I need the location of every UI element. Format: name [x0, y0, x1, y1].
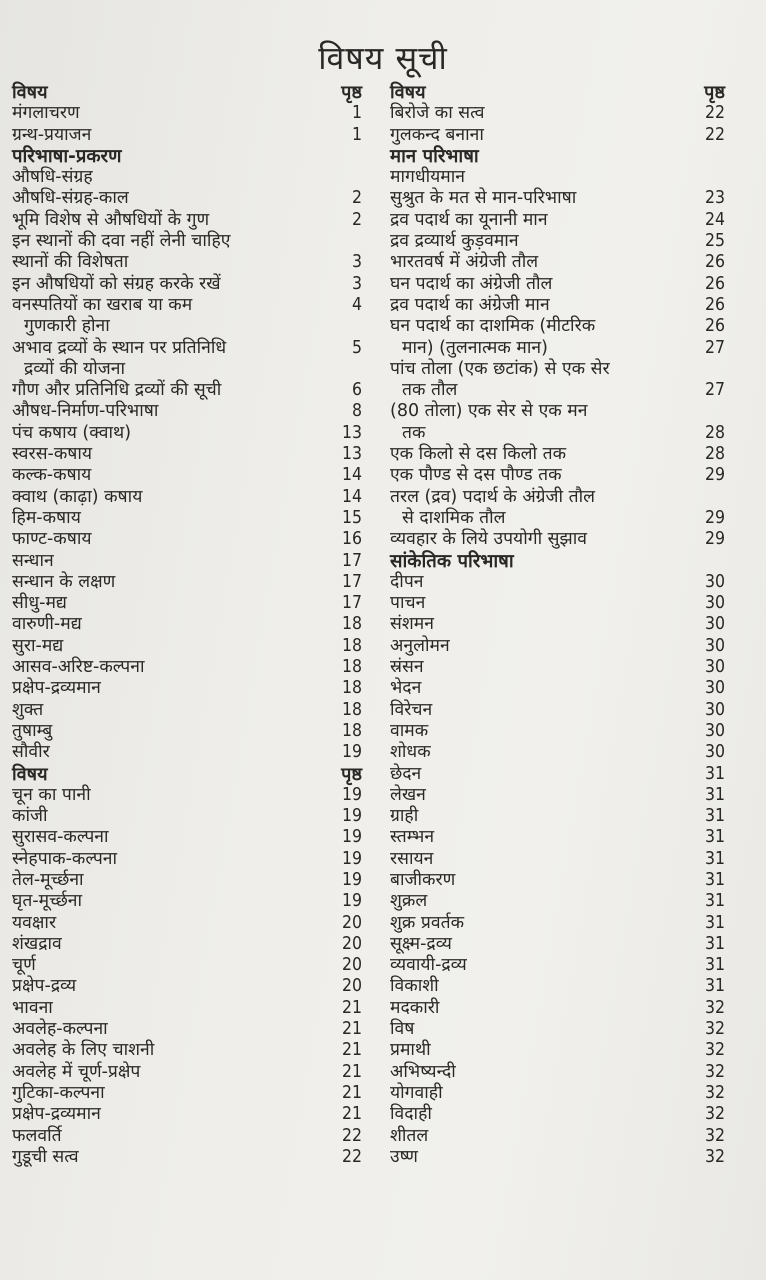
toc-entry	[390, 657, 725, 678]
toc-entry-page: 31	[704, 806, 725, 827]
toc-entry-page: 31	[704, 763, 725, 784]
toc-entry-page: 16	[341, 529, 362, 550]
toc-entry-page: 17	[341, 550, 362, 571]
toc-entry	[390, 1104, 725, 1125]
toc-entry-title: शीतल	[390, 1125, 429, 1146]
toc-entry-page: 2	[351, 188, 362, 209]
toc-entry-page: 2	[351, 209, 362, 230]
toc-entry-title: मंगलाचरण	[12, 103, 80, 124]
toc-entry-title: अवलेह के लिए चाशनी	[12, 1040, 155, 1061]
toc-entry	[12, 1062, 362, 1083]
toc-entry-page: 29	[704, 507, 725, 528]
toc-entry-page: 30	[704, 614, 725, 635]
toc-entry-title: ग्राही	[390, 806, 419, 827]
toc-entry-title: यवक्षार	[12, 912, 57, 933]
toc-entry-page: 32	[704, 997, 725, 1018]
toc-entry-page: पृष्ठ	[341, 763, 362, 785]
toc-entry-title: अभिष्यन्दी	[390, 1061, 456, 1082]
toc-header-row	[390, 82, 725, 103]
toc-entry-page: 26	[704, 273, 725, 294]
toc-entry-page: 6	[351, 380, 362, 401]
toc-entry-page: 5	[351, 337, 362, 358]
toc-entry-title: अवलेह-कल्पना	[12, 1019, 108, 1040]
toc-entry-title: मागधीयमान	[390, 167, 466, 188]
toc-entry-page: 19	[341, 784, 362, 805]
toc-entry-page: 27	[704, 337, 725, 358]
toc-entry	[12, 593, 362, 614]
toc-entry-page: 28	[704, 422, 725, 443]
toc-entry-title: चूर्ण	[12, 955, 36, 976]
toc-entry	[12, 508, 362, 529]
toc-entry	[390, 1126, 725, 1147]
toc-entry-title: सुरा-मद्य	[12, 635, 64, 656]
toc-entry-page: पृष्ठ	[704, 82, 725, 103]
toc-entry-page: 32	[704, 1104, 725, 1125]
toc-entry-title: व्यवायी-द्रव्य	[390, 955, 467, 976]
toc-entry	[390, 125, 725, 146]
toc-entry-title: तरल (द्रव) पदार्थ के अंग्रेजी तौल	[390, 486, 596, 507]
toc-entry	[390, 231, 725, 252]
toc-entry	[390, 1147, 725, 1168]
toc-entry-page: 1	[351, 103, 362, 124]
toc-entry-title: एक किलो से दस किलो तक	[390, 444, 567, 465]
toc-entry-page: 18	[341, 720, 362, 741]
toc-entry-page: 31	[704, 827, 725, 848]
toc-entry	[12, 103, 362, 124]
toc-entry-page: 30	[704, 742, 725, 763]
toc-entry-title: एक पौण्ड से दस पौण्ड तक	[390, 465, 562, 486]
toc-entry-title: गौण और प्रतिनिधि द्रव्यों की सूची	[12, 380, 222, 401]
toc-entry	[12, 167, 362, 188]
toc-entry	[12, 742, 362, 763]
toc-entry-page: 30	[704, 657, 725, 678]
toc-entry-title: कल्क-कषाय	[12, 465, 92, 486]
toc-entry	[12, 529, 362, 550]
toc-entry	[12, 359, 362, 380]
toc-entry-page: 18	[341, 699, 362, 720]
toc-entry-title: शुक्त	[12, 699, 44, 720]
toc-entry-title: तेल-मूर्च्छना	[12, 869, 84, 890]
toc-entry-page: 31	[704, 912, 725, 933]
toc-entry-title: मान परिभाषा	[390, 145, 479, 167]
toc-entry-page: 1	[351, 124, 362, 145]
toc-entry-page: 30	[704, 635, 725, 656]
toc-entry-page: 20	[341, 933, 362, 954]
toc-entry-title: अनुलोमन	[390, 635, 450, 656]
toc-entry	[12, 657, 362, 678]
toc-entry	[12, 614, 362, 635]
toc-entry-page: पृष्ठ	[341, 82, 362, 103]
page-title: विषय सूची	[318, 39, 448, 77]
toc-entry	[390, 274, 725, 295]
toc-entry-title: बाजीकरण	[390, 869, 456, 890]
toc-entry-title: मदकारी	[390, 997, 440, 1018]
toc-entry-title: संशमन	[390, 614, 434, 635]
toc-entry	[390, 103, 725, 124]
toc-entry-title: भूमि विशेष से औषधियों के गुण	[12, 209, 210, 230]
toc-entry	[390, 316, 725, 337]
toc-entry-title: इन स्थानों की दवा नहीं लेनी चाहिए	[12, 231, 231, 252]
toc-entry-page: 27	[704, 380, 725, 401]
toc-entry-title: गुडूची सत्व	[12, 1146, 79, 1167]
toc-entry	[12, 891, 362, 912]
toc-entry	[12, 444, 362, 465]
toc-entry-page: 18	[341, 614, 362, 635]
toc-entry-page: 26	[704, 316, 725, 337]
toc-entry	[12, 870, 362, 891]
toc-entry-title: विदाही	[390, 1104, 432, 1125]
toc-entry	[12, 913, 362, 934]
toc-entry-title: परिभाषा-प्रकरण	[12, 145, 122, 167]
toc-entry	[12, 827, 362, 848]
toc-entry	[390, 401, 725, 422]
toc-entry	[12, 976, 362, 997]
toc-entry-title: स्वरस-कषाय	[12, 444, 93, 465]
toc-entry	[390, 1083, 725, 1104]
toc-entry	[12, 252, 362, 273]
toc-entry	[12, 338, 362, 359]
toc-entry-page: 30	[704, 678, 725, 699]
toc-entry-title: सांकेतिक परिभाषा	[390, 550, 514, 572]
toc-entry-title: स्तम्भन	[390, 827, 435, 848]
toc-entry-title: घन पदार्थ का अंग्रेजी तौल	[390, 273, 553, 294]
toc-entry-title: हिम-कषाय	[12, 507, 81, 528]
toc-entry-title: वारुणी-मद्य	[12, 614, 82, 635]
toc-entry	[390, 210, 725, 231]
toc-entry-title: इन औषधियों को संग्रह करके रखें	[12, 273, 221, 294]
toc-entry-title: तुषाम्बु	[12, 720, 53, 741]
toc-entry-title: गुणकारी होना	[24, 316, 110, 337]
toc-entry-page: 23	[704, 188, 725, 209]
toc-entry-page: 21	[341, 1040, 362, 1061]
toc-entry	[12, 849, 362, 870]
toc-entry	[390, 870, 725, 891]
toc-entry	[12, 231, 362, 252]
toc-entry-title: बिरोजे का सत्व	[390, 103, 485, 124]
toc-entry	[390, 572, 725, 593]
toc-entry	[390, 934, 725, 955]
toc-column-left	[12, 82, 362, 1168]
toc-entry	[12, 934, 362, 955]
toc-entry	[390, 593, 725, 614]
toc-entry	[12, 465, 362, 486]
toc-entry	[12, 188, 362, 209]
toc-entry-title: सौवीर	[12, 742, 50, 763]
toc-entry-title: विषय	[12, 82, 48, 103]
toc-entry-title: तक तौल	[402, 380, 458, 401]
toc-entry	[12, 678, 362, 699]
toc-entry-page: 13	[341, 422, 362, 443]
toc-entry-title: विषय	[12, 763, 48, 785]
toc-entry-title: प्रक्षेप-द्रव्यमान	[12, 678, 101, 699]
toc-entry-title: सीधु-मद्य	[12, 593, 67, 614]
toc-entry-page: 31	[704, 955, 725, 976]
toc-entry	[390, 721, 725, 742]
toc-entry-title: वनस्पतियों का खराब या कम	[12, 294, 193, 315]
toc-entry-page: 31	[704, 848, 725, 869]
toc-entry-title: स्थानों की विशेषता	[12, 252, 129, 273]
toc-entry-page: 18	[341, 635, 362, 656]
toc-entry	[390, 167, 725, 188]
toc-entry-page: 21	[341, 1104, 362, 1125]
toc-entry-page: 18	[341, 678, 362, 699]
toc-entry	[390, 636, 725, 657]
toc-entry-title: छेदन	[390, 763, 422, 784]
toc-entry-title: वामक	[390, 720, 429, 741]
toc-section-heading	[12, 146, 362, 167]
toc-entry	[390, 188, 725, 209]
toc-entry-title: द्रव पदार्थ का यूनानी मान	[390, 209, 548, 230]
toc-entry-page: 3	[351, 273, 362, 294]
toc-entry-page: 31	[704, 976, 725, 997]
toc-entry	[12, 380, 362, 401]
toc-entry-title: से दाशमिक तौल	[402, 507, 506, 528]
toc-entry	[390, 955, 725, 976]
toc-entry	[390, 976, 725, 997]
toc-entry	[12, 551, 362, 572]
toc-entry-title: सूक्ष्म-द्रव्य	[390, 933, 452, 954]
toc-entry-title: व्यवहार के लिये उपयोगी सुझाव	[390, 529, 588, 550]
toc-entry-page: 25	[704, 231, 725, 252]
toc-entry	[390, 678, 725, 699]
toc-entry	[390, 742, 725, 763]
toc-entry-title: प्रक्षेप-द्रव्य	[12, 976, 77, 997]
toc-entry-title: सन्धान के लक्षण	[12, 571, 116, 592]
toc-entry-page: 3	[351, 252, 362, 273]
toc-entry	[12, 636, 362, 657]
toc-entry	[390, 827, 725, 848]
toc-entry-page: 30	[704, 720, 725, 741]
toc-entry	[12, 487, 362, 508]
toc-column-right	[390, 82, 725, 1168]
toc-entry	[390, 423, 725, 444]
toc-entry-page: 20	[341, 912, 362, 933]
toc-entry	[390, 1062, 725, 1083]
toc-entry-title: ग्रन्थ-प्रयाजन	[12, 124, 92, 145]
toc-entry-page: 22	[341, 1146, 362, 1167]
toc-entry-title: विष	[390, 1019, 415, 1040]
toc-entry-title: औषधि-संग्रह	[12, 167, 93, 188]
toc-entry-page: 15	[341, 507, 362, 528]
toc-entry-page: 21	[341, 1082, 362, 1103]
toc-entry-page: 29	[704, 465, 725, 486]
toc-entry	[390, 380, 725, 401]
toc-entry	[390, 1019, 725, 1040]
toc-header-row	[12, 764, 362, 785]
toc-entry	[390, 359, 725, 380]
toc-entry-page: 19	[341, 891, 362, 912]
toc-entry-title: भावना	[12, 997, 53, 1018]
toc-entry-page: 19	[341, 848, 362, 869]
toc-entry-page: 32	[704, 1125, 725, 1146]
toc-entry-title: द्रव द्रव्यार्थ कुड़वमान	[390, 231, 519, 252]
toc-entry	[12, 1040, 362, 1061]
toc-entry	[12, 572, 362, 593]
toc-entry-title: पंच कषाय (क्वाथ)	[12, 422, 132, 443]
toc-entry-page: 21	[341, 1019, 362, 1040]
toc-entry	[12, 1126, 362, 1147]
toc-entry-page: 17	[341, 593, 362, 614]
toc-entry-title: क्वाथ (काढ़ा) कषाय	[12, 486, 143, 507]
toc-entry-title: विकाशी	[390, 976, 439, 997]
toc-entry-title: चून का पानी	[12, 784, 91, 805]
toc-entry	[12, 806, 362, 827]
toc-entry-page: 32	[704, 1082, 725, 1103]
toc-entry-page: 20	[341, 955, 362, 976]
toc-entry	[12, 274, 362, 295]
toc-entry-title: अभाव द्रव्यों के स्थान पर प्रतिनिधि	[12, 337, 227, 358]
toc-entry-title: दीपन	[390, 571, 424, 592]
toc-entry-title: विरेचन	[390, 699, 433, 720]
toc-section-heading	[390, 146, 725, 167]
toc-entry-page: 21	[341, 1061, 362, 1082]
toc-entry	[390, 295, 725, 316]
toc-entry	[390, 487, 725, 508]
toc-entry	[390, 700, 725, 721]
toc-entry-title: भारतवर्ष में अंग्रेजी तौल	[390, 252, 539, 273]
toc-entry-title: विषय	[390, 82, 426, 103]
toc-entry-page: 19	[341, 806, 362, 827]
toc-entry-page: 22	[341, 1125, 362, 1146]
toc-entry-page: 19	[341, 742, 362, 763]
toc-entry-title: शंखद्राव	[12, 933, 62, 954]
toc-entry	[390, 849, 725, 870]
toc-entry-page: 29	[704, 529, 725, 550]
toc-entry-page: 18	[341, 657, 362, 678]
toc-entry	[12, 1104, 362, 1125]
toc-entry	[390, 764, 725, 785]
toc-entry-page: 28	[704, 444, 725, 465]
toc-entry-page: 19	[341, 827, 362, 848]
toc-entry-title: योगवाही	[390, 1082, 443, 1103]
toc-section-heading	[390, 551, 725, 572]
toc-entry	[12, 210, 362, 231]
toc-entry-title: प्रक्षेप-द्रव्यमान	[12, 1104, 101, 1125]
toc-entry-page: 22	[704, 124, 725, 145]
toc-entry-page: 31	[704, 891, 725, 912]
toc-entry-title: सुश्रुत के मत से मान-परिभाषा	[390, 188, 577, 209]
toc-entry-title: पांच तोला (एक छटांक) से एक सेर	[390, 358, 610, 379]
toc-entry-title: मान) (तुलनात्मक मान)	[402, 337, 548, 358]
toc-entry	[390, 508, 725, 529]
toc-header-row	[12, 82, 362, 103]
toc-entry-page: 17	[341, 571, 362, 592]
toc-entry-title: स्रंसन	[390, 657, 424, 678]
toc-entry-title: घृत-मूर्च्छना	[12, 891, 83, 912]
toc-entry	[12, 1083, 362, 1104]
toc-entry-page: 14	[341, 465, 362, 486]
toc-entry-page: 4	[351, 294, 362, 315]
toc-entry-title: अवलेह में चूर्ण-प्रक्षेप	[12, 1061, 141, 1082]
toc-entry-title: उष्ण	[390, 1146, 418, 1167]
toc-entry-title: स्नेहपाक-कल्पना	[12, 848, 118, 869]
toc-entry	[390, 465, 725, 486]
toc-entry	[12, 955, 362, 976]
toc-entry-title: औषध-निर्माण-परिभाषा	[12, 401, 159, 422]
toc-entry	[390, 806, 725, 827]
toc-entry-title: फाण्ट-कषाय	[12, 529, 92, 550]
toc-entry	[390, 785, 725, 806]
toc-entry	[390, 444, 725, 465]
toc-entry-title: द्रव्यों की योजना	[24, 358, 125, 379]
toc-entry	[390, 614, 725, 635]
toc-entry-page: 32	[704, 1146, 725, 1167]
toc-entry	[12, 998, 362, 1019]
toc-entry-title: कांजी	[12, 806, 48, 827]
toc-entry-title: औषधि-संग्रह-काल	[12, 188, 129, 209]
toc-entry-page: 13	[341, 444, 362, 465]
toc-entry-title: शुक्रल	[390, 891, 428, 912]
toc-entry-title: प्रमाथी	[390, 1040, 431, 1061]
toc-entry-page: 20	[341, 976, 362, 997]
toc-entry-title: भेदन	[390, 678, 422, 699]
toc-entry	[390, 913, 725, 934]
toc-entry	[390, 891, 725, 912]
toc-entry-title: शुक्र प्रवर्तक	[390, 912, 465, 933]
toc-entry	[12, 125, 362, 146]
toc-entry	[390, 252, 725, 273]
toc-entry-page: 31	[704, 869, 725, 890]
toc-entry-page: 26	[704, 294, 725, 315]
toc-entry-title: रसायन	[390, 848, 434, 869]
toc-entry	[12, 295, 362, 316]
toc-entry-title: लेखन	[390, 784, 426, 805]
toc-entry-title: पाचन	[390, 593, 426, 614]
toc-entry-title: सुरासव-कल्पना	[12, 827, 109, 848]
toc-entry-page: 32	[704, 1019, 725, 1040]
toc-entry	[390, 998, 725, 1019]
toc-entry-page: 19	[341, 869, 362, 890]
toc-entry-page: 31	[704, 933, 725, 954]
toc-entry	[12, 721, 362, 742]
toc-entry	[390, 1040, 725, 1061]
toc-entry	[12, 401, 362, 422]
toc-entry-title: गुलकन्द बनाना	[390, 124, 484, 145]
toc-entry-page: 21	[341, 997, 362, 1018]
toc-entry-page: 32	[704, 1061, 725, 1082]
toc-entry	[12, 785, 362, 806]
toc-entry-title: शोधक	[390, 742, 431, 763]
toc-entry-title: फलवर्ति	[12, 1125, 62, 1146]
toc-entry-title: तक	[402, 422, 426, 443]
toc-entry-title: सन्धान	[12, 550, 54, 571]
toc-entry-page: 32	[704, 1040, 725, 1061]
toc-entry	[12, 700, 362, 721]
toc-entry-page: 14	[341, 486, 362, 507]
toc-entry	[12, 1019, 362, 1040]
toc-entry-page: 30	[704, 699, 725, 720]
toc-entry-title: गुटिका-कल्पना	[12, 1082, 105, 1103]
toc-entry	[12, 316, 362, 337]
toc-entry-title: घन पदार्थ का दाशमिक (मीटरिक	[390, 316, 596, 337]
toc-entry-page: 31	[704, 784, 725, 805]
toc-entry-title: आसव-अरिष्ट-कल्पना	[12, 657, 145, 678]
toc-entry-page: 24	[704, 209, 725, 230]
toc-entry-title: (80 तोला) एक सेर से एक मन	[390, 401, 588, 422]
toc-entry-page: 26	[704, 252, 725, 273]
toc-entry-page: 30	[704, 571, 725, 592]
toc-entry	[12, 423, 362, 444]
toc-entry-page: 8	[351, 401, 362, 422]
toc-entry	[390, 338, 725, 359]
toc-entry-page: 30	[704, 593, 725, 614]
toc-entry-page: 22	[704, 103, 725, 124]
toc-entry	[390, 529, 725, 550]
toc-entry	[12, 1147, 362, 1168]
toc-entry-title: द्रव पदार्थ का अंग्रेजी मान	[390, 294, 550, 315]
